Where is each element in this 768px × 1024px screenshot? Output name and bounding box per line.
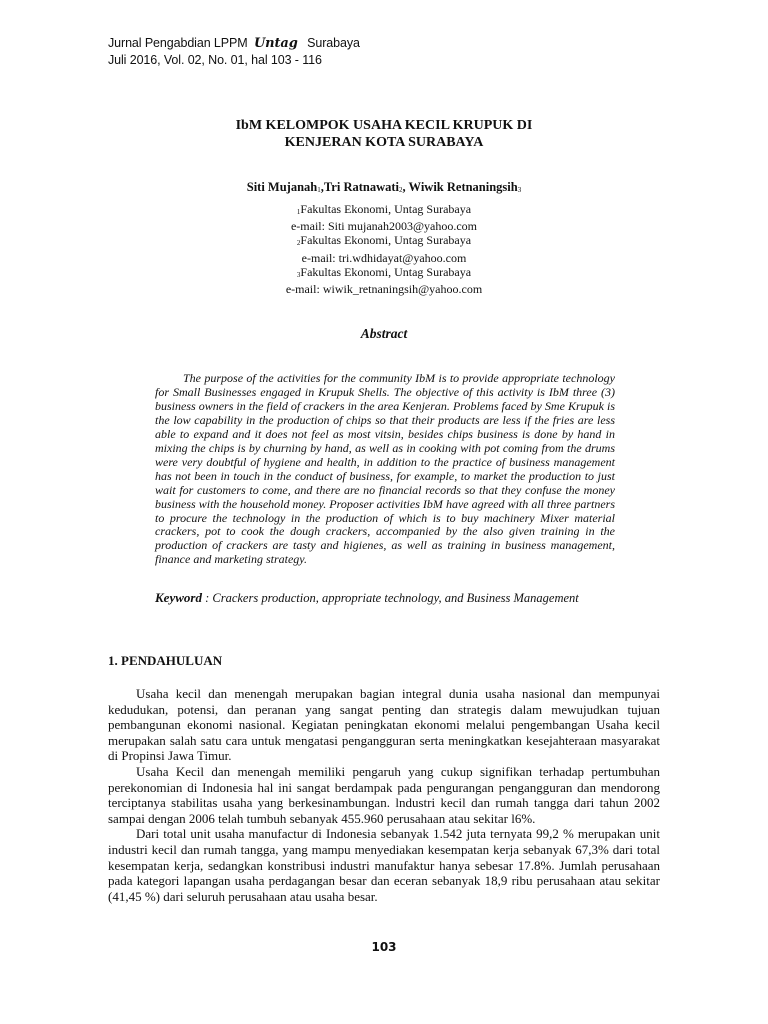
author-list	[0, 180, 768, 195]
faculty-text: Fakultas Ekonomi, Untag Surabaya	[300, 233, 472, 248]
author-separator: ,	[320, 180, 324, 194]
keywords	[155, 590, 615, 606]
author-name: Wiwik Retnaningsih	[408, 180, 518, 194]
untag-logo: Untag	[253, 36, 298, 51]
author-index: 1	[317, 186, 321, 194]
title-line-2: KENJERAN KOTA SURABAYA	[284, 135, 484, 150]
author-name: Tri Ratnawati	[323, 180, 400, 194]
abstract-text: The purpose of the activities for the community IbM is to provide appropriate technology for Small Businesses engaged in Krupuk Shells. The objective of this activity is IbM three (3) business owners in the field of crackers in the area Kenjeran. Problems faced by Sme Krupuk is the low capability in the production of chips so that their products are less if the fries are less able to expand and it does not feel as most vitsin, besides chips business is done by hand in mixing the chips is by churning by hand, as well as in cooking with pot coming from the drums were very doubtful of hygiene and health, in addition to the practice of business management has not been in touch in the conduct of business, for example, to market the production to just wait for customers to come, and there are no financial records so that they confuse the money business with the household money. Proposer activities IbM have agreed with all three partners to procure the technology in the production of which is to buy machinery Mixer material crackers, pot to cook the dough crackers, accompanied by the also given training in the production of crackers are tasty and higienes, as well as training in business management, finance and marketing strategy.	[155, 371, 615, 567]
section-body	[108, 686, 660, 904]
keyword-text: : Crackers production, appropriate technology, and Business Management	[205, 591, 579, 605]
faculty-text: Fakultas Ekonomi, Untag Surabaya	[300, 264, 472, 279]
keyword-label: Keyword	[155, 590, 202, 605]
body-paragraph: Usaha Kecil dan menengah memiliki pengaruh yang cukup signifikan terhadap pertumbuhan perekonomian di Indonesia hal ini sangat berdampak pada pengurangan pengangguran dan mendorong terciptanya stabilitas usaha yang berkesinambungan. lndustri kecil dan rumah tangga dari tahun 2002 sampai dengan 2006 telah tumbuh sebanyak 455.960 perusahaan atau sekitar l6%.	[108, 763, 660, 826]
body-paragraph: Usaha kecil dan menengah merupakan bagian integral dunia usaha nasional dan mempunyai kedudukan, potensi, dan peranan yang sangat penting dan strategis dalam mewujudkan tujuan pembangunan ekonomi nasional. Kegiatan peningkatan ekonomi melalui pengembangan Usaha kecil merupakan salah satu cara untuk mengatasi pengangguran serta meningkatkan kesejahteraan masyarakat di Propinsi Jawa Timur.	[108, 686, 660, 764]
abstract-heading: Abstract	[360, 326, 408, 341]
affiliations	[0, 202, 768, 296]
author-name: Siti Mujanah	[246, 180, 318, 194]
title-line-1: IbM KELOMPOK USAHA KECIL KRUPUK DI	[235, 118, 533, 133]
paper-title	[0, 117, 768, 151]
journal-name-line	[108, 35, 360, 52]
body-paragraph: Dari total unit usaha manufactur di Indonesia sebanyak 1.542 juta ternyata 99,2 % merupakan unit industri kecil dan rumah tangga, yang mampu menyediakan kesempatan kerja sebanyak 67,3% dari total kesempatan kerja, sedangkan konstribusi industri manufaktur hanya sebesar 17.8%. Jumlah perusahaan pada kategori lapangan usaha perdagangan besar dan eceran sebanyak 18,9 ribu perusahaan atau sekitar (41,45 %) dari seluruh perusahaan atau usaha besar.	[108, 826, 660, 904]
affiliation-faculty	[0, 265, 768, 282]
affiliation-faculty	[0, 233, 768, 250]
journal-suffix: Surabaya	[307, 36, 360, 50]
affiliation-email: e-mail: wiwik_retnaningsih@yahoo.com	[285, 282, 483, 297]
affiliation-index: 3	[296, 270, 301, 279]
author-separator: ,	[402, 180, 409, 194]
affiliation-faculty	[0, 202, 768, 219]
affiliation-email: e-mail: Siti mujanah2003@yahoo.com	[290, 219, 478, 234]
affiliation-index: 1	[296, 208, 301, 216]
section-heading: 1. PENDAHULUAN	[108, 653, 223, 668]
faculty-text: Fakultas Ekonomi, Untag Surabaya	[300, 202, 472, 216]
journal-header	[108, 35, 360, 68]
issue-line: Juli 2016, Vol. 02, No. 01, hal 103 - 116	[108, 53, 322, 67]
author-index: 2	[399, 186, 403, 194]
page-number: 103	[371, 940, 397, 954]
author-index: 3	[517, 186, 522, 194]
affiliation-email: e-mail: tri.wdhidayat@yahoo.com	[301, 250, 467, 265]
affiliation-index: 2	[296, 239, 301, 248]
journal-prefix: Jurnal Pengabdian LPPM	[108, 36, 248, 50]
